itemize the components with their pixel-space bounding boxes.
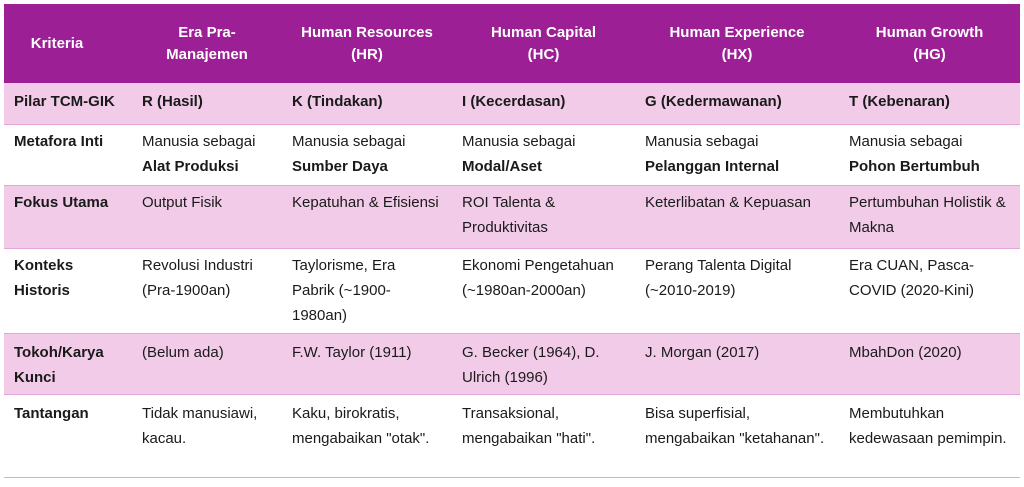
comparison-table xyxy=(4,4,1020,478)
table-row xyxy=(4,334,1020,395)
table-header xyxy=(4,4,1020,83)
table-row xyxy=(4,125,1020,186)
cell: Kaku, birokratis, mengabaikan "otak". xyxy=(282,395,452,478)
cell: Membutuhkan kedewasaan pemimpin. xyxy=(839,395,1020,478)
cell: R (Hasil) xyxy=(132,83,282,125)
cell: Manusia sebagai Pelanggan Internal xyxy=(635,125,839,186)
header-human-capital: Human Capital (HC) xyxy=(452,4,635,83)
cell: K (Tindakan) xyxy=(282,83,452,125)
cell: Output Fisik xyxy=(132,186,282,249)
row-label-pilar: Pilar TCM-GIK xyxy=(4,83,132,125)
cell: Kepatuhan & Efisiensi xyxy=(282,186,452,249)
cell: Manusia sebagai Modal/Aset xyxy=(452,125,635,186)
table-row xyxy=(4,395,1020,478)
cell: I (Kecerdasan) xyxy=(452,83,635,125)
cell: Perang Talenta Digital (~2010-2019) xyxy=(635,249,839,334)
cell: MbahDon (2020) xyxy=(839,334,1020,395)
cell: Revolusi Industri (Pra-1900an) xyxy=(132,249,282,334)
table-row xyxy=(4,249,1020,334)
row-label-konteks: Konteks Historis xyxy=(4,249,132,334)
cell: Manusia sebagai Pohon Bertumbuh xyxy=(839,125,1020,186)
row-label-metafora: Metafora Inti xyxy=(4,125,132,186)
row-label-tantangan: Tantangan xyxy=(4,395,132,478)
cell: (Belum ada) xyxy=(132,334,282,395)
table-row xyxy=(4,83,1020,125)
cell: Keterlibatan & Kepuasan xyxy=(635,186,839,249)
cell: Taylorisme, Era Pabrik (~1900-1980an) xyxy=(282,249,452,334)
cell: Bisa superfisial, mengabaikan "ketahanan". xyxy=(635,395,839,478)
table-row xyxy=(4,186,1020,249)
cell: F.W. Taylor (1911) xyxy=(282,334,452,395)
cell: G. Becker (1964), D. Ulrich (1996) xyxy=(452,334,635,395)
row-label-fokus: Fokus Utama xyxy=(4,186,132,249)
cell: Era CUAN, Pasca-COVID (2020-Kini) xyxy=(839,249,1020,334)
header-human-resources: Human Resources (HR) xyxy=(282,4,452,83)
cell: Tidak manusiawi, kacau. xyxy=(132,395,282,478)
cell: Manusia sebagai Sumber Daya xyxy=(282,125,452,186)
cell: ROI Talenta & Produktivitas xyxy=(452,186,635,249)
header-human-experience: Human Experience (HX) xyxy=(635,4,839,83)
cell: Manusia sebagai Alat Produksi xyxy=(132,125,282,186)
cell: Transaksional, mengabaikan "hati". xyxy=(452,395,635,478)
header-human-growth: Human Growth (HG) xyxy=(839,4,1020,83)
header-row xyxy=(4,4,1020,83)
table-body xyxy=(4,83,1020,478)
cell: J. Morgan (2017) xyxy=(635,334,839,395)
row-label-tokoh: Tokoh/Karya Kunci xyxy=(4,334,132,395)
header-kriteria: Kriteria xyxy=(4,4,132,83)
header-era-pra-manajemen: Era Pra- Manajemen xyxy=(132,4,282,83)
cell: Pertumbuhan Holistik & Makna xyxy=(839,186,1020,249)
cell: G (Kedermawanan) xyxy=(635,83,839,125)
cell: Ekonomi Pengetahuan (~1980an-2000an) xyxy=(452,249,635,334)
cell: T (Kebenaran) xyxy=(839,83,1020,125)
